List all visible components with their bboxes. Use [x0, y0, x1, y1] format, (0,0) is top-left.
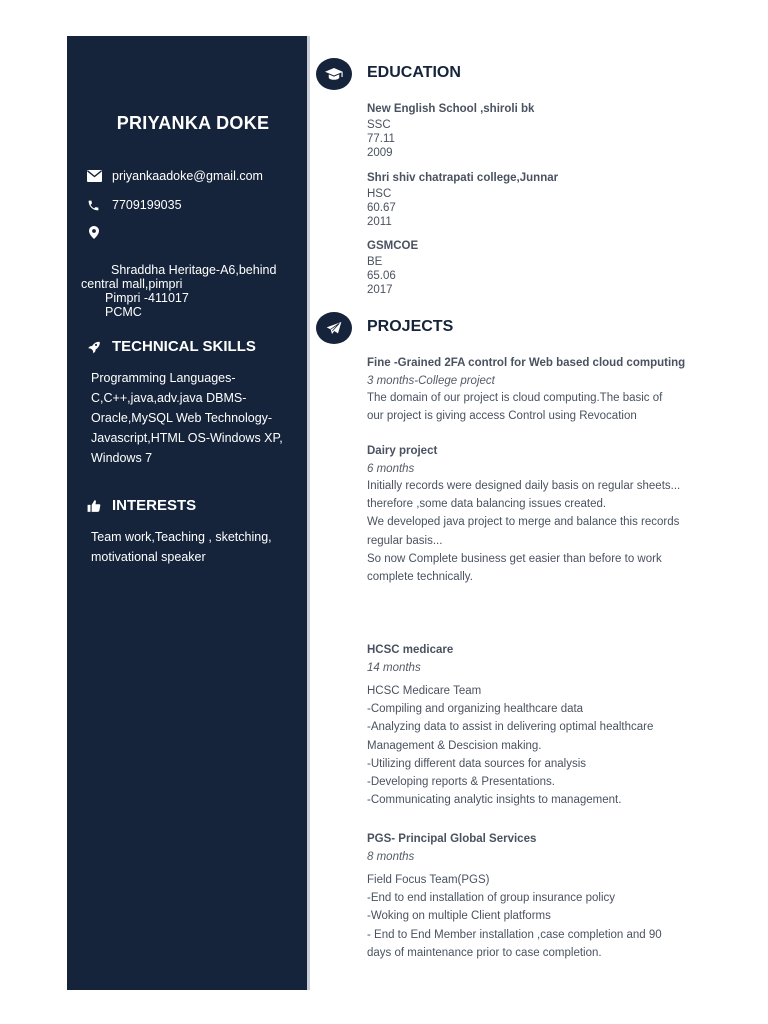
phone-text[interactable]: 7709199035 — [112, 198, 182, 212]
project-title: Fine -Grained 2FA control for Web based cloud computing — [367, 357, 686, 369]
project-description — [367, 477, 707, 586]
column-divider — [307, 36, 310, 990]
project-duration: 3 months-College project — [367, 375, 495, 387]
skills-title: TECHNICAL SKILLS — [112, 338, 256, 355]
email-text[interactable]: priyankaadoke@gmail.com — [112, 169, 263, 183]
education-score: 65.06 — [367, 270, 396, 282]
project-description — [367, 871, 707, 962]
education-score: 77.11 — [367, 133, 395, 145]
education-degree: BE — [367, 256, 383, 268]
address-line: PCMC — [105, 305, 142, 319]
description-line: Field Focus Team(PGS) — [367, 874, 490, 886]
education-score: 60.67 — [367, 202, 396, 214]
education-entry — [367, 103, 707, 160]
project-duration: 6 months — [367, 463, 415, 475]
project-description — [367, 682, 707, 809]
education-degree: SSC — [367, 119, 391, 131]
description-line: - End to End Member installation ,case completion and 90 — [367, 928, 662, 941]
education-title: EDUCATION — [367, 64, 461, 81]
description-line: -Utilizing different data sources for analysis — [367, 757, 587, 770]
map-pin-icon — [89, 226, 99, 244]
description-line: complete technically. — [367, 571, 473, 584]
education-year: 2011 — [367, 216, 392, 228]
interests-title: INTERESTS — [112, 497, 197, 514]
description-line: So now Complete business get easier than before to work — [367, 552, 662, 565]
description-line: -Woking on multiple Client platforms — [367, 910, 551, 923]
project-title: PGS- Principal Global Services — [367, 833, 537, 845]
description-line: HCSC Medicare Team — [367, 685, 482, 697]
project-title: Dairy project — [367, 445, 438, 457]
profile-name: PRIYANKA DOKE — [116, 113, 270, 133]
description-line: -End to end installation of group insurance policy — [367, 892, 616, 905]
address-line: Pimpri -411017 — [105, 291, 189, 305]
projects-title: PROJECTS — [367, 318, 454, 335]
education-entry — [367, 240, 707, 297]
interests-text: Team work,Teaching , sketching, motivational speaker — [91, 530, 272, 564]
description-line: days of maintenance prior to case completion. — [367, 946, 602, 959]
description-line: We developed java project to merge and balance this records — [367, 516, 680, 529]
thumbs-up-icon — [87, 499, 101, 513]
rocket-icon — [87, 340, 101, 354]
project-duration: 14 months — [367, 662, 421, 674]
address-line: Shraddha Heritage-A6,behind — [111, 263, 277, 277]
description-line: The domain of our project is cloud computing.The basic of — [367, 392, 663, 404]
project-entry — [367, 644, 707, 809]
graduation-cap-icon — [316, 58, 352, 90]
address-line: central mall,pimpri — [81, 277, 183, 291]
education-year: 2017 — [367, 284, 393, 296]
description-line: -Developing reports & Presentations. — [367, 776, 555, 789]
description-line: our project is giving access Control using Revocation — [367, 410, 637, 423]
description-line: Initially records were designed daily basis on regular sheets... — [367, 480, 681, 492]
project-entry — [367, 445, 707, 586]
education-institute: GSMCOE — [367, 240, 419, 252]
paper-plane-icon — [316, 312, 352, 344]
project-entry — [367, 357, 707, 425]
address-block — [81, 263, 301, 319]
education-institute: New English School ,shiroli bk — [367, 103, 535, 115]
education-degree: HSC — [367, 188, 392, 200]
project-duration: 8 months — [367, 851, 415, 863]
education-entry — [367, 172, 707, 229]
envelope-icon — [87, 170, 102, 182]
description-line: therefore ,some data balancing issues created. — [367, 498, 607, 511]
project-entry — [367, 833, 707, 962]
skills-text: Programming Languages-C,C++,java,adv.java DBMS-Oracle,MySQL Web Technology-Javascript,HTML OS-Windows XP, Windows 7 — [91, 371, 283, 465]
education-institute: Shri shiv chatrapati college,Junnar — [367, 172, 559, 184]
education-year: 2009 — [367, 147, 393, 159]
description-line: -Communicating analytic insights to management. — [367, 794, 622, 807]
project-title: HCSC medicare — [367, 644, 454, 656]
description-line: Management & Descision making. — [367, 739, 542, 752]
project-description — [367, 389, 707, 425]
phone-icon — [87, 199, 100, 212]
description-line: -Compiling and organizing healthcare data — [367, 703, 584, 716]
description-line: regular basis... — [367, 534, 443, 547]
description-line: -Analyzing data to assist in delivering optimal healthcare — [367, 721, 654, 734]
sidebar — [67, 36, 307, 990]
